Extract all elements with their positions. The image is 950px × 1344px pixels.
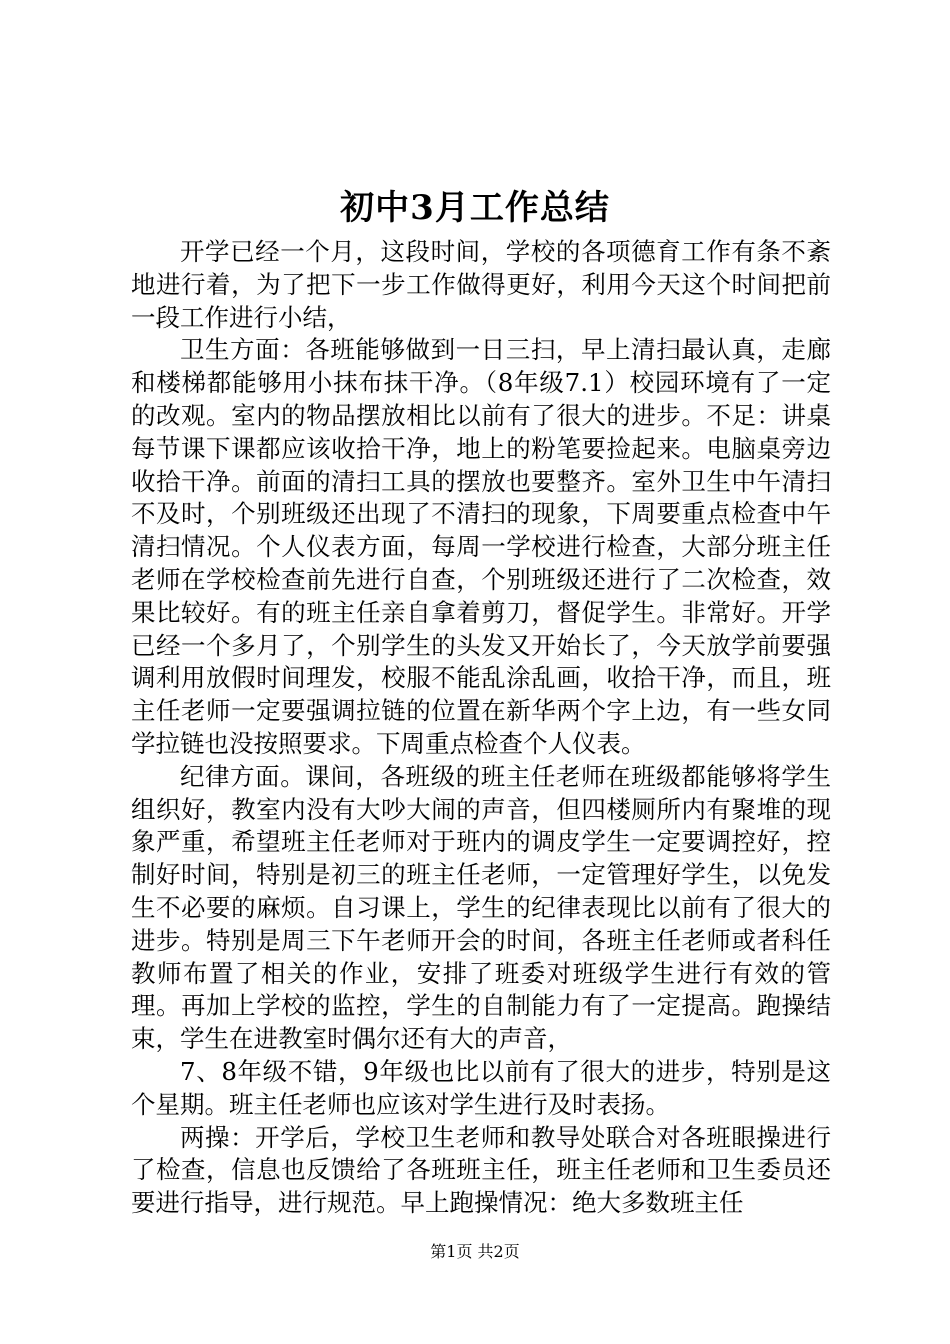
document-title: 初中3月工作总结 — [340, 188, 610, 228]
paragraph-exercises: 两操：开学后，学校卫生老师和教导处联合对各班眼操进行了检查，信息也反馈给了各班班主任，班主任老师和卫生委员还要进行指导，进行规范。早上跑操情况：绝大多数班主任 — [131, 1122, 831, 1218]
paragraph-intro: 开学已经一个月，这段时间，学校的各项德育工作有条不紊地进行着，为了把下一步工作做得更好，利用今天这个时间把前一段工作进行小结， — [131, 237, 831, 332]
document-body — [131, 236, 831, 1220]
paragraph-hygiene: 卫生方面：各班能够做到一日三扫，早上清扫最认真，走廊和楼梯都能够用小抹布抹干净。（8年级7.1）校园环境有了一定的改观。室内的物品摆放相比以前有了很大的进步。不足：讲桌每节课下课都应该收拾干净，地上的粉笔要捡起来。电脑桌旁边收拾干净。前面的清扫工具的摆放也要整齐。室外卫生中午清扫不及时，个别班级还出现了不清扫的现象，下周要重点检查中午清扫情况。个人仪表方面，每周一学校进行检查，大部分班主任老师在学校检查前先进行自查，个别班级还进行了二次检查，效果比较好。有的班主任亲自拿着剪刀，督促学生。非常好。开学已经一个多月了，个别学生的头发又开始长了，今天放学前要强调利用放假时间理发，校服不能乱涂乱画，收拾干净，而且，班主任老师一定要强调拉链的位置在新华两个字上边，有一些女同学拉链也没按照要求。下周重点检查个人仪表。 — [131, 335, 831, 758]
page-number: 第1页 共2页 — [430, 1242, 520, 1261]
paragraph-discipline: 纪律方面。课间，各班级的班主任老师在班级都能够将学生组织好，教室内没有大吵大闹的声音，但四楼厕所内有聚堆的现象严重，希望班主任老师对于班内的调皮学生一定要调控好，控制好时间，特别是初三的班主任老师，一定管理好学生，以免发生不必要的麻烦。自习课上，学生的纪律表现比以前有了很大的进步。特别是周三下午老师开会的时间，各班主任老师或者科任教师布置了相关的作业，安排了班委对班级学生进行有效的管理。再加上学校的监控，学生的自制能力有了一定提高。跑操结束，学生在进教室时偶尔还有大的声音， — [131, 761, 831, 1054]
paragraph-grades: 7、8年级不错，9年级也比以前有了很大的进步，特别是这个星期。班主任老师也应该对学生进行及时表扬。 — [131, 1056, 831, 1119]
